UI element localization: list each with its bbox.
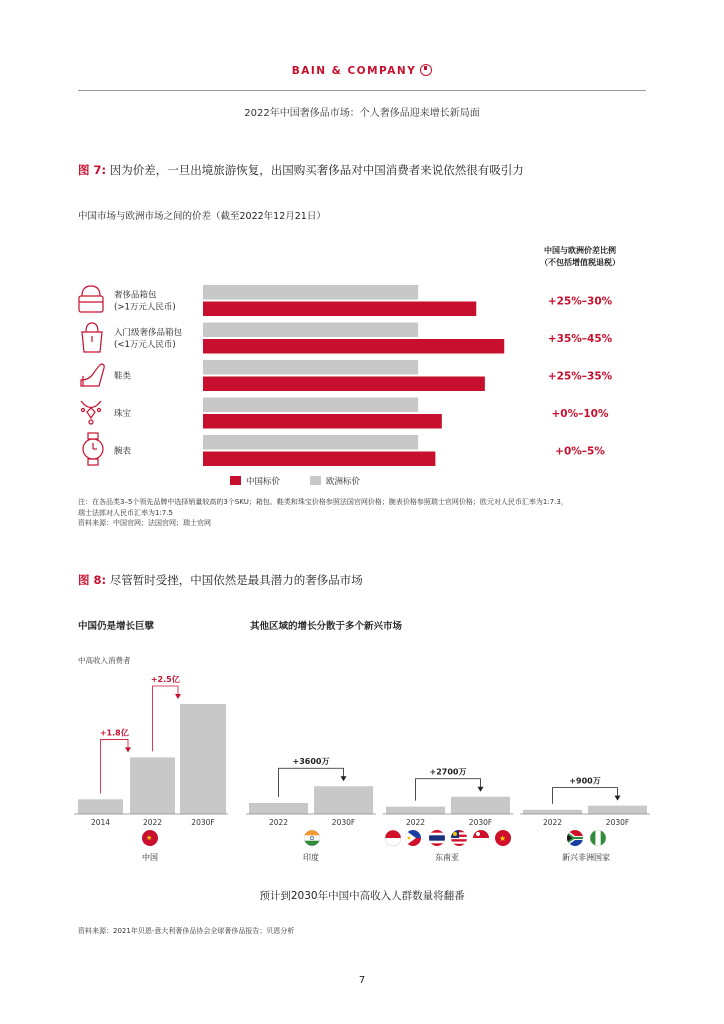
- china-flag-icon: [142, 830, 158, 846]
- figure8-ylabel: 中高收入消费者: [78, 656, 131, 665]
- diff-label-1: +35%–45%: [547, 333, 613, 345]
- brand-name: BAIN & COMPANY: [291, 65, 417, 77]
- figure8-source: 资料来源：2021年贝恩-意大利奢侈品协会全球奢侈品报告；贝恩分析: [78, 927, 295, 935]
- figure8-label: 图 8:: [78, 573, 107, 587]
- bar-3-0: [523, 810, 582, 814]
- annotation-arrow-0-1: [175, 694, 181, 699]
- annotation-label-1-0: +3600万: [292, 757, 330, 767]
- svg-text:★: ★: [146, 834, 153, 842]
- diff-label-2: +25%–35%: [547, 370, 613, 383]
- category-label-0: 奢侈品箱包: [114, 290, 157, 301]
- annotation-arrow-3-0: [615, 796, 621, 801]
- region-africa: 新兴非洲国家: [562, 853, 610, 862]
- indonesia-flag-icon: [385, 830, 401, 846]
- south-africa-flag-icon: [567, 830, 583, 846]
- category-label-3: 珠宝: [114, 409, 132, 419]
- category-label-1: 入门级奢侈品箱包: [114, 328, 183, 338]
- category-label-0: (>1万元人民币): [114, 302, 176, 313]
- figure7-title-text: 因为价差，一旦出境旅游恢复，出国购买奢侈品对中国消费者来说依然很有吸引力: [109, 163, 524, 177]
- bar-0-1: [130, 757, 175, 814]
- annotation-line-0-1: [153, 686, 179, 751]
- pct-header-line1: 中国与欧洲价差比例: [544, 246, 616, 255]
- region-india: 印度: [303, 853, 319, 862]
- annotation-line-0-0: [101, 739, 129, 793]
- figure8-conclusion: 预计到2030年中国中高收入人群数量将翻番: [259, 890, 465, 902]
- pct-header-line2: （不包括增值税退税）: [540, 258, 620, 267]
- tick-label-0-0: 2014: [90, 818, 111, 827]
- region-sea: 东南亚: [435, 853, 459, 862]
- svg-text:★: ★: [499, 834, 507, 843]
- annotation-arrow-0-0: [125, 747, 131, 752]
- singapore-flag-icon: [473, 830, 489, 846]
- note-line1: 注：在各品类3–5个领先品牌中选择销量较高的3个SKU；箱包、鞋类和珠宝价格参照法国官网价格；腕表价格参照瑞士官网价格；欧元对人民币汇率为1:7.3，: [78, 498, 568, 506]
- thailand-flag-icon: [429, 830, 445, 846]
- figure8-left-head: 中国仍是增长巨擘: [78, 621, 155, 632]
- figure7-source: 资料来源：中国官网；法国官网；瑞士官网: [78, 519, 211, 527]
- annotation-label-0-1: +2.5亿: [150, 675, 180, 684]
- bar-3-1: [588, 806, 647, 814]
- annotation-arrow-2-0: [478, 787, 484, 792]
- legend-label-europe: 欧洲标价: [326, 477, 361, 487]
- tick-label-1-1: 2030F: [331, 818, 356, 827]
- category-label-1: (<1万元人民币): [114, 340, 176, 350]
- diff-label-4: +0%–5%: [555, 445, 605, 458]
- annotation-label-0-0: +1.8亿: [99, 728, 129, 738]
- figure8-title-text: 尽管暂时受挫，中国依然是最具潜力的奢侈品市场: [109, 573, 363, 587]
- bar-0-2: [180, 704, 226, 814]
- tick-label-2-0: 2022: [405, 818, 426, 827]
- legend-label-china: 中国标价: [246, 477, 281, 487]
- bar-1-0: [249, 803, 308, 814]
- vietnam-flag-icon: [495, 830, 511, 846]
- diff-label-3: +0%–10%: [551, 408, 609, 420]
- tick-label-1-0: 2022: [268, 818, 289, 827]
- bar-2-0: [386, 807, 445, 814]
- malaysia-flag-icon: [451, 830, 467, 846]
- tick-label-3-1: 2030F: [605, 818, 630, 827]
- annotation-arrow-1-0: [341, 776, 347, 781]
- figure7-subtitle: 中国市场与欧洲市场之间的价差（截至2022年12月21日）: [78, 211, 326, 222]
- page-subtitle: 2022年中国奢侈品市场：个人奢侈品迎来增长新局面: [244, 108, 480, 119]
- tick-label-0-2: 2030F: [191, 818, 215, 827]
- category-label-2: 鞋类: [114, 371, 132, 382]
- annotation-label-2-0: +2700万: [429, 767, 467, 777]
- bar-2-1: [451, 797, 510, 814]
- tick-label-0-1: 2022: [142, 818, 163, 827]
- nigeria-flag-icon: [590, 830, 606, 846]
- region-china: 中国: [142, 853, 158, 862]
- bar-1-1: [314, 786, 373, 814]
- bar-0-0: [78, 799, 123, 814]
- tick-label-2-1: 2030F: [468, 818, 493, 827]
- philippines-flag-icon: [405, 830, 421, 846]
- india-flag-icon: [304, 830, 320, 846]
- figure8-bars: [74, 674, 650, 827]
- annotation-line-3-0: [553, 788, 618, 804]
- category-label-4: 腕表: [114, 446, 132, 457]
- tick-label-3-0: 2022: [542, 818, 563, 827]
- page-number: 7: [358, 975, 366, 986]
- note-line2: 瑞士法郎对人民币汇率为1:7.5: [78, 508, 173, 517]
- diff-label-0: +25%–30%: [547, 295, 613, 308]
- figure8-right-head: 其他区域的增长分散于多个新兴市场: [250, 621, 403, 632]
- figure7-label: 图 7:: [78, 163, 107, 177]
- annotation-label-3-0: +900万: [569, 776, 601, 786]
